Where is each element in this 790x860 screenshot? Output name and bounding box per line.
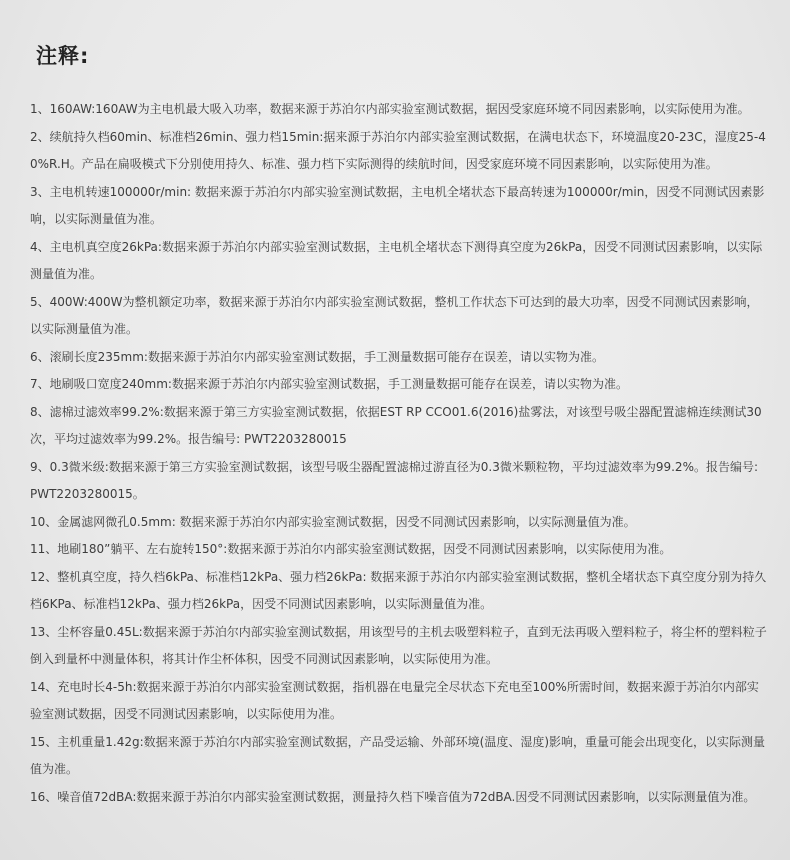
note-item-10: 10、金属滤网微孔0.5mm: 数据来源于苏泊尔内部实验室测试数据，因受不同测试因素影响，以实际测量值为准。: [30, 514, 636, 529]
note-item-6: 6、滚刷长度235mm:数据来源于苏泊尔内部实验室测试数据，手工测量数据可能存在误差，请以实物为准。: [30, 349, 604, 364]
note-item-12: 12、整机真空度，持久档6kPa、标准档12kPa、强力档26kPa: 数据来源于苏泊尔内部实验室测试数据，整机全堵状态下真空度分别为持久档6KPa、标准档12kPa、强力档26kPa，因受不同测试因素影响，以实际测量值为准。: [30, 569, 767, 611]
note-item-2: 2、续航持久档60min、标准档26min、强力档15min:据来源于苏泊尔内部实验室测试数据，在满电状态下，环境温度20-23C，湿度25-40%R.H。产品在扁吸模式下分别使用持久、标准、强力档下实际测得的续航时间，因受家庭环境不同因素影响，以实际使用为准。: [30, 129, 766, 171]
note-item-14: 14、充电时长4-5h:数据来源于苏泊尔内部实验室测试数据，指机器在电量完全尽状态下充电至100%所需时间，数据来源于苏泊尔内部实验室测试数据，因受不同测试因素影响，以实际使用为准。: [30, 679, 759, 721]
note-item-8: 8、滤棉过滤效率99.2%:数据来源于第三方实验室测试数据，依据EST RP CCO01.6(2016)盐雾法，对该型号吸尘器配置滤棉连续测试30次，平均过滤效率为99.2%。报告编号: PWT2203280015: [30, 404, 762, 446]
note-item-11: 11、地刷180”躺平、左右旋转150°:数据来源于苏泊尔内部实验室测试数据，因受不同测试因素影响，以实际使用为准。: [30, 542, 672, 556]
note-item-9: 9、0.3微米级:数据来源于第三方实验室测试数据，该型号吸尘器配置滤棉过游直径为0.3微米颗粒物，平均过滤效率为99.2%。报告编号: PWT2203280015。: [30, 459, 759, 501]
notes-list: [30, 96, 768, 811]
note-item-15: 15、主机重量1.42g:数据来源于苏泊尔内部实验室测试数据，产品受运输、外部环境(温度、湿度)影响，重量可能会出现变化，以实际测量值为准。: [30, 734, 766, 776]
note-item-4: 4、主电机真空度26kPa:数据来源于苏泊尔内部实验室测试数据，主电机全堵状态下测得真空度为26kPa，因受不同测试因素影响，以实际测量值为准。: [30, 239, 763, 281]
note-item-5: 5、400W:400W为整机额定功率，数据来源于苏泊尔内部实验室测试数据，整机工作状态下可达到的最大功率，因受不同测试因素影响，以实际测量值为准。: [30, 294, 759, 336]
note-item-3: 3、主电机转速100000r/min: 数据来源于苏泊尔内部实验室测试数据，主电机全堵状态下最高转速为100000r/min，因受不同测试因素影响，以实际测量值为准。: [30, 184, 765, 226]
note-item-1: 1、160AW:160AW为主电机最大吸入功率，数据来源于苏泊尔内部实验室测试数据，据因受家庭环境不同因素影响，以实际使用为准。: [30, 102, 750, 116]
note-item-13: 13、尘杯容量0.45L:数据来源于苏泊尔内部实验室测试数据，用该型号的主机去吸塑料粒子，直到无法再吸入塑料粒子，将尘杯的塑料粒子倒入到量杯中测量体积，将其计作尘杯体积，因受不同测试因素影响，以实际使用为准。: [30, 624, 767, 666]
page-title: 注释:: [36, 44, 90, 68]
note-item-16: 16、噪音值72dBA:数据来源于苏泊尔内部实验室测试数据，测量持久档下噪音值为72dBA.因受不同测试因素影响，以实际测量值为准。: [30, 789, 756, 804]
note-item-7: 7、地刷吸口宽度240mm:数据来源于苏泊尔内部实验室测试数据，手工测量数据可能存在误差，请以实物为准。: [30, 377, 628, 391]
